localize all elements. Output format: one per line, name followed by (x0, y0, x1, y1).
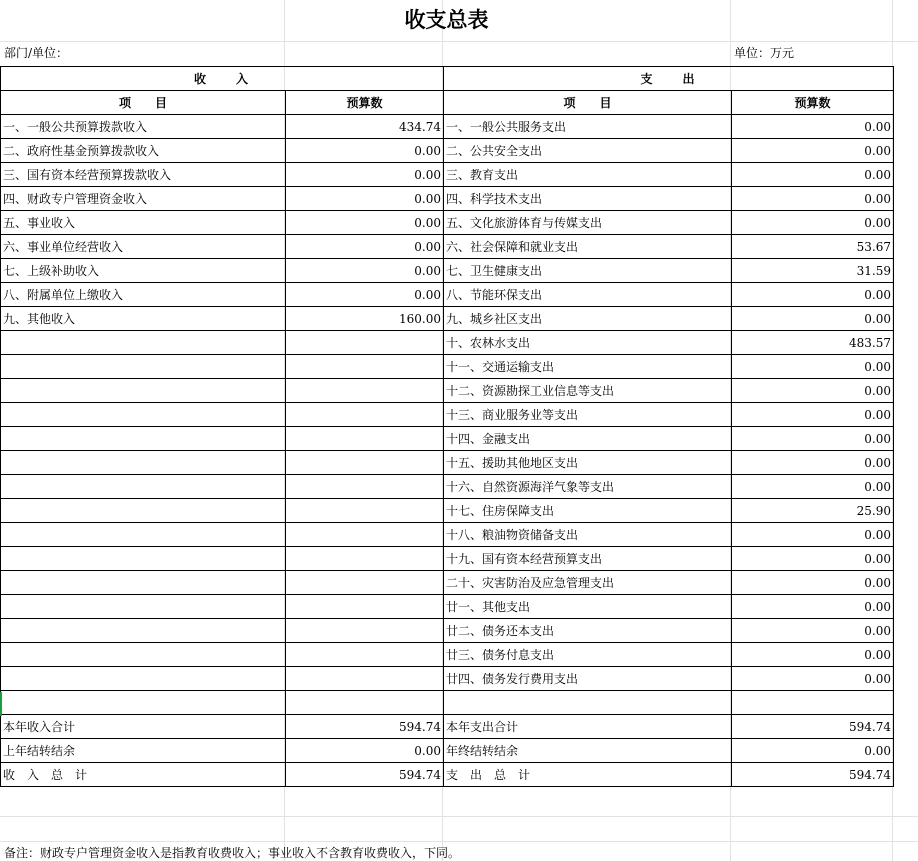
expense-item-cell[interactable]: 十四、金融支出 (444, 427, 732, 451)
footnote: 备注：财政专户管理资金收入是指教育收费收入；事业收入不含教育收费收入，下同。 (4, 846, 461, 860)
income-item-cell[interactable] (1, 619, 286, 643)
table-row (1, 379, 894, 403)
income-item-cell[interactable] (1, 475, 286, 499)
table-row (1, 115, 894, 139)
expense-value-cell[interactable]: 0.00 (732, 523, 894, 547)
table-row (1, 427, 894, 451)
expense-value-cell[interactable]: 0.00 (732, 307, 894, 331)
expense-value-cell[interactable]: 0.00 (732, 427, 894, 451)
income-value-cell[interactable] (286, 499, 444, 523)
income-value-cell[interactable] (286, 595, 444, 619)
income-value-cell[interactable]: 0.00 (286, 187, 444, 211)
table-row (1, 211, 894, 235)
income-value-cell[interactable]: 0.00 (286, 739, 444, 763)
expense-value-cell[interactable]: 0.00 (732, 451, 894, 475)
income-section-header: 收 入 (1, 67, 444, 91)
expense-value-cell[interactable]: 0.00 (732, 379, 894, 403)
table-row (1, 163, 894, 187)
expense-item-cell[interactable]: 支 出 总 计 (444, 763, 732, 787)
income-value-cell[interactable] (286, 667, 444, 691)
income-value-cell[interactable]: 0.00 (286, 235, 444, 259)
expense-value-cell[interactable]: 0.00 (732, 403, 894, 427)
expense-value-cell[interactable]: 0.00 (732, 139, 894, 163)
table-row (1, 691, 894, 715)
income-item-cell[interactable]: 本年收入合计 (1, 715, 286, 739)
expense-item-cell[interactable]: 十六、自然资源海洋气象等支出 (444, 475, 732, 499)
expense-value-cell[interactable]: 0.00 (732, 163, 894, 187)
expense-item-cell[interactable]: 九、城乡社区支出 (444, 307, 732, 331)
gridline (0, 816, 918, 817)
income-value-cell[interactable] (286, 355, 444, 379)
income-value-cell[interactable]: 0.00 (286, 211, 444, 235)
income-item-cell[interactable] (1, 427, 286, 451)
section-row (1, 67, 894, 91)
table-row (1, 259, 894, 283)
income-value-cell[interactable] (286, 523, 444, 547)
income-value-cell[interactable]: 594.74 (286, 763, 444, 787)
expense-item-cell[interactable]: 十九、国有资本经营预算支出 (444, 547, 732, 571)
income-item-cell[interactable]: 四、财政专户管理资金收入 (1, 187, 286, 211)
income-value-cell[interactable] (286, 331, 444, 355)
income-item-cell[interactable] (1, 667, 286, 691)
income-value-cell[interactable]: 0.00 (286, 283, 444, 307)
expense-value-cell[interactable]: 53.67 (732, 235, 894, 259)
expense-value-cell[interactable]: 25.90 (732, 499, 894, 523)
expense-value-cell[interactable]: 0.00 (732, 475, 894, 499)
expense-item-cell[interactable]: 廿四、债务发行费用支出 (444, 667, 732, 691)
income-value-cell[interactable]: 0.00 (286, 259, 444, 283)
income-value-cell[interactable] (286, 475, 444, 499)
column-header-row (1, 91, 894, 115)
expense-item-cell[interactable]: 一、一般公共服务支出 (444, 115, 732, 139)
income-item-cell[interactable]: 五、事业收入 (1, 211, 286, 235)
income-budget-header: 预算数 (286, 91, 444, 115)
income-value-cell[interactable] (286, 619, 444, 643)
expense-value-cell[interactable]: 0.00 (732, 739, 894, 763)
income-item-cell[interactable] (1, 643, 286, 667)
income-item-cell[interactable] (1, 331, 286, 355)
table-row (1, 595, 894, 619)
income-value-cell[interactable]: 594.74 (286, 715, 444, 739)
income-item-cell[interactable] (1, 523, 286, 547)
table-row (1, 475, 894, 499)
table-row (1, 355, 894, 379)
table-row (1, 715, 894, 739)
expense-item-cell[interactable]: 年终结转结余 (444, 739, 732, 763)
income-value-cell[interactable] (286, 451, 444, 475)
expense-item-cell[interactable]: 十七、住房保障支出 (444, 499, 732, 523)
expense-item-cell[interactable]: 七、卫生健康支出 (444, 259, 732, 283)
income-item-cell[interactable]: 一、一般公共预算拨款收入 (1, 115, 286, 139)
expense-item-cell[interactable]: 十、农林水支出 (444, 331, 732, 355)
income-item-cell[interactable] (1, 547, 286, 571)
cell-cursor-marker (0, 692, 2, 716)
expense-value-cell[interactable]: 0.00 (732, 619, 894, 643)
expense-value-cell[interactable]: 0.00 (732, 643, 894, 667)
income-item-cell[interactable]: 八、附属单位上缴收入 (1, 283, 286, 307)
income-item-cell[interactable]: 上年结转结余 (1, 739, 286, 763)
expense-value-cell[interactable]: 594.74 (732, 763, 894, 787)
expense-item-cell[interactable]: 十一、交通运输支出 (444, 355, 732, 379)
income-item-cell[interactable]: 三、国有资本经营预算拨款收入 (1, 163, 286, 187)
income-item-cell[interactable]: 收 入 总 计 (1, 763, 286, 787)
table-row (1, 499, 894, 523)
expense-value-cell[interactable]: 0.00 (732, 571, 894, 595)
expense-section-header: 支 出 (444, 67, 894, 91)
budget-table (0, 66, 894, 787)
expense-item-header: 项 目 (444, 91, 732, 115)
expense-value-cell[interactable]: 0.00 (732, 211, 894, 235)
table-row (1, 667, 894, 691)
expense-value-cell[interactable]: 0.00 (732, 115, 894, 139)
income-value-cell[interactable] (286, 691, 444, 715)
income-item-cell[interactable]: 二、政府性基金预算拨款收入 (1, 139, 286, 163)
expense-item-cell[interactable] (444, 691, 732, 715)
table-row (1, 619, 894, 643)
table-row (1, 643, 894, 667)
expense-value-cell[interactable]: 0.00 (732, 355, 894, 379)
expense-item-cell[interactable]: 四、科学技术支出 (444, 187, 732, 211)
income-value-cell[interactable] (286, 427, 444, 451)
table-row (1, 307, 894, 331)
expense-value-cell[interactable]: 0.00 (732, 547, 894, 571)
income-value-cell[interactable] (286, 571, 444, 595)
income-item-cell[interactable] (1, 595, 286, 619)
table-row (1, 523, 894, 547)
table-row (1, 571, 894, 595)
expense-item-cell[interactable]: 廿三、债务付息支出 (444, 643, 732, 667)
expense-item-cell[interactable]: 廿二、债务还本支出 (444, 619, 732, 643)
income-item-cell[interactable] (1, 691, 286, 715)
income-item-cell[interactable] (1, 379, 286, 403)
expense-value-cell[interactable]: 594.74 (732, 715, 894, 739)
expense-item-cell[interactable]: 三、教育支出 (444, 163, 732, 187)
table-row (1, 235, 894, 259)
income-value-cell[interactable]: 160.00 (286, 307, 444, 331)
income-item-cell[interactable] (1, 403, 286, 427)
income-item-cell[interactable] (1, 355, 286, 379)
expense-item-cell[interactable]: 二、公共安全支出 (444, 139, 732, 163)
expense-item-cell[interactable]: 十八、粮油物资储备支出 (444, 523, 732, 547)
expense-item-cell[interactable]: 六、社会保障和就业支出 (444, 235, 732, 259)
expense-value-cell[interactable]: 0.00 (732, 667, 894, 691)
expense-budget-header: 预算数 (732, 91, 894, 115)
expense-item-cell[interactable]: 十三、商业服务业等支出 (444, 403, 732, 427)
expense-value-cell[interactable]: 483.57 (732, 331, 894, 355)
table-row (1, 187, 894, 211)
gridline (0, 841, 918, 842)
table-row (1, 451, 894, 475)
expense-value-cell[interactable]: 0.00 (732, 595, 894, 619)
income-value-cell[interactable] (286, 403, 444, 427)
expense-item-cell[interactable]: 十五、援助其他地区支出 (444, 451, 732, 475)
income-item-cell[interactable]: 七、上级补助收入 (1, 259, 286, 283)
page-title: 收支总表 (404, 8, 489, 32)
dept-label: 部门/单位： (4, 46, 69, 60)
expense-item-cell[interactable]: 廿一、其他支出 (444, 595, 732, 619)
table-row (1, 403, 894, 427)
expense-item-cell[interactable]: 十二、资源勘探工业信息等支出 (444, 379, 732, 403)
expense-item-cell[interactable]: 五、文化旅游体育与传媒支出 (444, 211, 732, 235)
table-row (1, 763, 894, 787)
income-item-cell[interactable] (1, 571, 286, 595)
expense-value-cell[interactable]: 0.00 (732, 283, 894, 307)
unit-label: 单位：万元 (734, 46, 795, 60)
income-value-cell[interactable] (286, 379, 444, 403)
expense-value-cell[interactable]: 31.59 (732, 259, 894, 283)
income-value-cell[interactable]: 0.00 (286, 163, 444, 187)
income-value-cell[interactable] (286, 547, 444, 571)
income-item-cell[interactable]: 六、事业单位经营收入 (1, 235, 286, 259)
income-value-cell[interactable]: 434.74 (286, 115, 444, 139)
expense-item-cell[interactable]: 八、节能环保支出 (444, 283, 732, 307)
expense-value-cell[interactable] (732, 691, 894, 715)
table-row (1, 739, 894, 763)
expense-item-cell[interactable]: 二十、灾害防治及应急管理支出 (444, 571, 732, 595)
income-item-cell[interactable]: 九、其他收入 (1, 307, 286, 331)
income-item-cell[interactable] (1, 499, 286, 523)
income-value-cell[interactable] (286, 643, 444, 667)
income-item-cell[interactable] (1, 451, 286, 475)
expense-item-cell[interactable]: 本年支出合计 (444, 715, 732, 739)
table-row (1, 283, 894, 307)
table-row (1, 331, 894, 355)
income-value-cell[interactable]: 0.00 (286, 139, 444, 163)
table-row (1, 547, 894, 571)
table-row (1, 139, 894, 163)
income-item-header: 项 目 (1, 91, 286, 115)
expense-value-cell[interactable]: 0.00 (732, 187, 894, 211)
